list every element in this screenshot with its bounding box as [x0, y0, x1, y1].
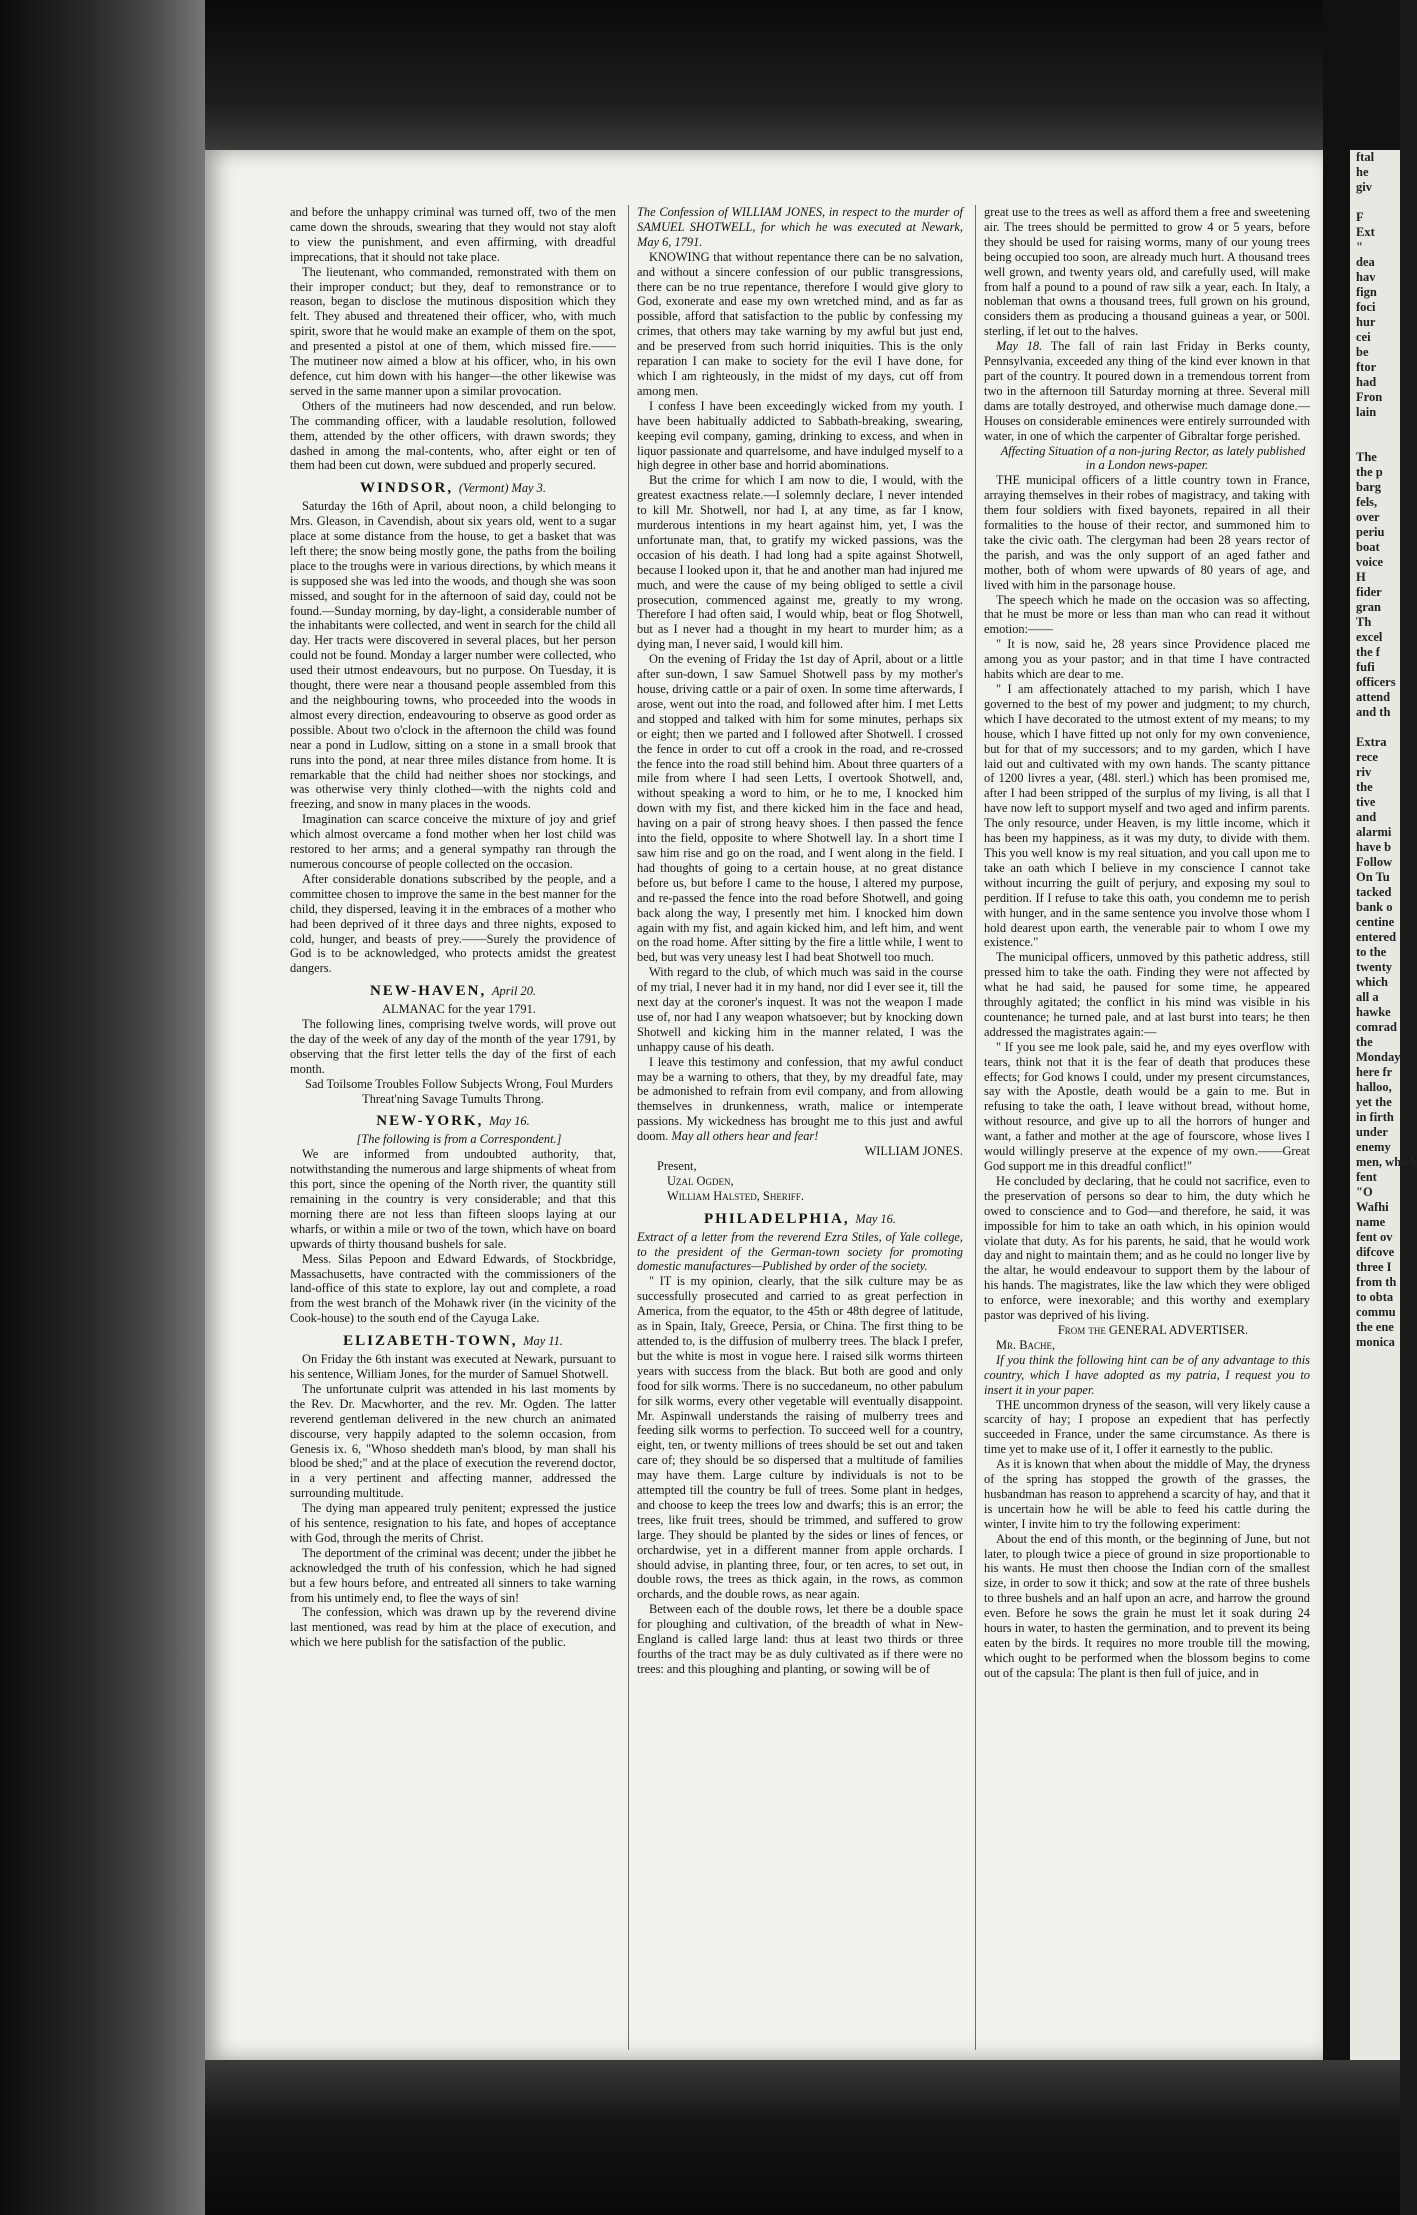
- paragraph: Imagination can scarce conceive the mixture of joy and grief which almost overcame a fond mother when her lost child was restored to her arms; and a general sympathy ran through the numerous concourse of people collected on the occasion.: [290, 812, 616, 871]
- paragraph: As it is known that when about the middle of May, the dryness of the spring has stopped the growth of the grasses, the husbandman has reason to apprehend a scarcity of hay, and that it is uncertain how he will be able to feed his cattle during the winter, I invite him to try the following experiment:: [984, 1457, 1310, 1531]
- heading-windsor: WINDSOR, (Vermont) May 3.: [360, 480, 546, 497]
- witness-2: William Halsted, Sheriff.: [667, 1188, 804, 1203]
- paragraph: The dying man appeared truly penitent; expressed the justice of his sentence, resignation to his fate, and hopes of acceptance with God, through the merits of Christ.: [290, 1501, 616, 1545]
- next-page-edge: [1350, 150, 1417, 2060]
- paragraph: The municipal officers, unmoved by this pathetic address, still pressed him to take the oath. Finding they were not affected by what he had said, he paused for some time, he appeared throughly agitated; the conflict in his mind was visible in his countenance; he turned pale, and at last burst into tears; he then addressed the magistrates again:—: [984, 950, 1310, 1039]
- paragraph: KNOWING that without repentance there can be no salvation, and without a sincere confession of our public transgressions, there can be no true repentance, therefore I would give glory to God, exonerate and ease my own wretched mind, and as far as possible, afford that satisfaction to the public by confessing my crimes, that others may take warning by my awful but just end, and be preserved from such horrid iniquities. This is the only reparation I can make to society for the evil I have done, for which I am righteously, in the midst of my days, cut off from among men.: [637, 249, 963, 398]
- paragraph: THE uncommon dryness of the season, will very likely cause a scarcity of hay; I propose an expedient that has perfectly succeeded in France, under the same circumstance. As there is time yet to make use of it, I offer it earnestly to the public.: [984, 1397, 1310, 1457]
- paragraph: May 18. The fall of rain last Friday in Berks county, Pennsylvania, exceeded any thing of the kind ever known in that part of the country. It poured down in a tremendous torrent from two in the afternoon till Saturday morning at three. Several mill dams are totally destroyed, and otherwise much damage done.—Houses on considerable eminences were entirely surrounded with water, in one of which the carpenter of Gibraltar forge perished.: [984, 339, 1310, 443]
- paragraph: " It is now, said he, 28 years since Providence placed me among you as your pastor; and in that time I have contracted habits which are dear to me.: [984, 637, 1310, 682]
- paragraph: On the evening of Friday the 1st day of April, about or a little after sun-down, I saw Samuel Shotwell pass by my mother's house, driving cattle or a pair of oxen. In some time afterwards, I arose, went out into the road, and followed after him. I met Letts and stopped and talked with him for some minutes, perhaps six or eight; then we parted and I followed after Shotwell. I crossed the fence in order to cut off a crook in the road, and re-crossed the fence into the road still behind him. About three quarters of a mile from where I had seen Letts, I overtook Shotwell, and, without speaking a word to him, or he to me, I knocked him down with my fist, and there kicked him in the face and head, having on a pair of strong heavy shoes. I then passed the fence into the field, opposite to where Shotwell lay. In a short time I saw him rise and go on the road, and I went along in the field. I had thoughts of going to a certain house, at no great distance before us, but before I came to the house, I altered my purpose, and re-passed the fence into the road before Shotwell, and going back along the way, I presently met him. I knocked him down again with my fist, and again kicked him, and left him, and went on the road home. After sitting by the fire a little while, I went to bed, but was very uneasy lest I had beat Shotwell too much.: [637, 652, 963, 965]
- paragraph: and before the unhappy criminal was turned off, two of the men came down the shrouds, swearing that they would not stay aloft to view the punishment, and even affirming, with dreadful imprecations, that it should not take place.: [290, 205, 616, 264]
- paragraph: The confession, which was drawn up by the reverend divine last mentioned, was read by him at the place of execution, and which we here publish for the satisfaction of the public.: [290, 1605, 616, 1650]
- page-bottom-shadow: [205, 2060, 1400, 2215]
- paragraph: " IT is my opinion, clearly, that the silk culture may be as successfully prosecuted and carried to as great perfection in America, from the equator, to the 45th or 48th degree of latitude, as in Spain, Italy, Greece, Persia, or China. The first thing to be attended to, is the diffusion of mulberry trees. The black I prefer, but the white is most in vogue here. I raised silk worms thirteen years with success from the black. But both are good and only food for silk worms. There is no succedaneum, no other pabulum for silk worms, every other vegetable will eventually disappoint. Mr. Aspinwall understands the raising of mulberry trees and feeding silk worms to perfection. To succeed well for a country, eight, ten, or twenty millions of trees should be set out and taken care of; they should be so dispersed that a multitude of families may have them. Large culture by individuals is not to be attempted till the country be full of trees. Some plant in hedges, and choose to keep the trees low and dwarfs; this is an error; the trees, like fruit trees, should be trimmed, and suffered to grow large. They should be planted by the sides or lines of fences, or orchardwise, yet in a different manner from apple orchards. I should advise, in planting three, four, or ten acres, to set out, in double rows, the trees as thick again, in the rows, as common orchards, and the double rows, as near again.: [637, 1274, 963, 1602]
- next-page-text: ftal he giv F Ext " dea hav fign foci hur cei be ftor had Fron lain The the p barg fels, over periu boat voice H fider gran Th excel the f fufi officers attend and th Extra rece riv the tive and alarmi have b Follow On Tu tacked bank o centine entered to the twenty which all a hawke comrad the Monday here fr halloo, yet the in firth under enemy men, which fent "O Wafhi name fent ov difcove three I from th to obta commu the ene monica: [1356, 150, 1417, 1349]
- affecting-heading: Affecting Situation of a non-juring Rector, as lately published in a London news-paper.: [1000, 443, 1306, 473]
- paragraph: Others of the mutineers had now descended, and run below. The commanding officer, with a laudable resolution, followed them, attended by the other officers, with drawn swords; they dashed in among the mal-contents, who, after eight or ten of them had been cut down, were subdued and properly secured.: [290, 398, 616, 473]
- paragraph: About the end of this month, or the beginning of June, but not later, to plough twice a piece of ground in size proportionable to his wants. He must then choose the Indian corn of the smallest size, in order to sow it thick; and sow at the rate of three bushels to three bushels and an half upon an acre, and harrow the ground even. Before he sows the grain he must let it soak during 24 hours in water, to hasten the germination, and to prevent its being eaten by the birds. It requires no more trouble till the mowing, which ought to be performed when the blossom begins to come out of the capsula: The plant is then full of juice, and in: [984, 1531, 1310, 1680]
- column-3: [975, 205, 1310, 2050]
- column-1: [290, 205, 616, 2050]
- paragraph: The lieutenant, who commanded, remonstrated with them on their improper conduct; but they, deaf to remonstrance or to reason, began to disclose the mutinous disposition which they felt. They abused and threatened their officer, who, with much spirit, swore that he would make an example of them on the spot, and presented a pistol at one of them, which missed fire.—— The mutineer now aimed a blow at his officer, who, in his own defence, cut him down with his hanger—the other likewise was served in the same manner upon a similar provocation.: [290, 264, 616, 398]
- paragraph: After considerable donations subscribed by the people, and a committee chosen to improve the same in the best manner for the child, they dispersed, leaving it in the embraces of a mother who had been deprived of it three days and three nights, exposed to cold, hunger, and beasts of prey.——Surely the providence of God is to be acknowledged, who protects amidst the greatest dangers.: [290, 871, 616, 976]
- paragraph: " I am affectionately attached to my parish, which I have governed to the best of my power and judgment; to my church, which I have decorated to the utmost extent of my means; to my house, which I have fitted up not only for my own convenience, but for that of my successors; and to my garden, which I have laid out and cultivated with my own hands. The scanty pittance of 1200 livres a year, (48l. sterl.) which has been promised me, after I had been stripped of the surplus of my living, is all that I have now left to support myself and two aged and infirm parents. The only resource, under Heaven, is my little income, which it has been my happiness, as it was my duty, to divide with them. This you well know is my real situation, and you call upon me to take an oath which I believe in my conscience I cannot take without incurring the guilt of perjury, and exposing my soul to perdition. If I refuse to take this oath, you condemn me to perish with hunger, and in the same sentence you involve those whom I hold dearest upon earth, the venerable pair to whom I owe my existence.": [984, 682, 1310, 950]
- witness-1: Uzal Ogden,: [667, 1173, 734, 1188]
- page-top-shadow: [205, 0, 1323, 150]
- paragraph: Between each of the double rows, let there be a double space for ploughing and cultivation, of the breadth of what in New-England is called large land: thus at least two thirds or three fourths of the tract may be as duly cultivated as if there were no trees: and this ploughing and planting, or sowing will be of: [637, 1602, 963, 1676]
- from-general-advertiser: From the GENERAL ADVERTISER.: [1057, 1322, 1249, 1337]
- paragraph: We are informed from undoubted authority, that, notwithstanding the numerous and large shipments of wheat from this port, since the opening of the North river, the quantity still remaining in the country is very considerable; and that this morning there are not less than fifteen sloops laying at our wharfs, or within a mile or two of the town, which have on board upwards of thirty thousand bushels for sale.: [290, 1147, 616, 1251]
- paragraph: " If you see me look pale, said he, and my eyes overflow with tears, think not that it is the fear of death that produces these effects; for God knows I could, under my present circumstances, say with the Apostle, death would be a gain to me. But in refusing to take the oath, I leave without bread, without home, without resource, and give up to all the horrors of hunger and want, a father and mother at the age of fourscore, whose lives I would willingly preserve at the expence of my own.——Great God support me in this dreadful conflict!": [984, 1039, 1310, 1173]
- confession-title: The Confession of WILLIAM JONES, in respect to the murder of SAMUEL SHOTWELL, for which he was executed at Newark, May 6, 1791.: [637, 205, 963, 249]
- paragraph: But the crime for which I am now to die, I would, with the greatest exactness relate.—I solemnly declare, I never intended to kill Mr. Shotwell, nor had I, at any time, as far I know, murderous intentions in my heart against him, yet, I was the unfortunate man, that, to gratify my wicked passions, was the occasion of his death. I had long had a spite against Shotwell, because I looked upon it, that he and another man had injured me much, and were the cause of my being obliged to settle a civil prosecution, commenced against me, greatly to my wrong. Therefore I had often said, I would whip, beat or flog Shotwell, but as I never had a thought in my heart to murder him; as a dying man, I never said, I would kill him.: [637, 473, 963, 652]
- heading-philadelphia: PHILADELPHIA, May 16.: [704, 1210, 896, 1227]
- paragraph: He concluded by declaring, that he could not sacrifice, even to the preservation of persons so dear to him, the duty which he owed to conscience and to God—and therefore, he said, it was impossible for him to take an oath which, in his opinion would violate that duty. As for his parents, he said, that he would work day and night to maintain them; and as he could no longer live by the altar, he would endeavour to support them by the labour of his hands. The magistrates, like the law which they were obliged to enforce, were inexorable; and this worthy and exemplary pastor was deprived of his living.: [984, 1173, 1310, 1323]
- paragraph: The speech which he made on the occasion was so affecting, that he must be more or less than man who can read it without emotion:——: [984, 592, 1310, 637]
- column-2: [628, 205, 963, 2050]
- heading-new-york: NEW-YORK, May 16.: [376, 1113, 530, 1130]
- mnemonic-lines: Sad Toilsome Troubles Follow Subjects Wrong, Foul Murders Threat'ning Savage Tumults Throng.: [305, 1076, 613, 1106]
- paragraph: I confess I have been exceedingly wicked from my youth. I have been habitually addicted to Sabbath-breaking, swearing, keeping evil company, gaming, drinking to excess, and when in liquor passionate and quarrelsome, and have indulged myself to a high degree in other base and horrid abominations.: [637, 398, 963, 473]
- heading-elizabeth-town: ELIZABETH-TOWN, May 11.: [343, 1333, 563, 1350]
- paragraph: On Friday the 6th instant was executed at Newark, pursuant to his sentence, William Jones, for the murder of Samuel Shotwell.: [290, 1352, 616, 1381]
- witness-present: Present,: [657, 1159, 697, 1173]
- paragraph: great use to the trees as well as afford them a free and sweetening air. The trees should be permitted to grow 4 or 5 years, before they should be used for raising worms, many of our young trees being occupied too soon, are already much hurt. A thousand trees well grown, and twenty years old, and carefully used, will make from half a pound to a pound of raw silk a year, each. In Italy, a nobleman that owns a thousand trees, full grown on his ground, considers them as producing a thousand guineas a year, or 500l. sterling, if let out to the halves.: [984, 205, 1310, 339]
- paragraph: The deportment of the criminal was decent; under the jibbet he acknowledged the truth of his confession, which he had signed but a few hours before, and entreated all sinners to take warning from his untimely end, to flee the ways of sin!: [290, 1545, 616, 1605]
- paragraph: With regard to the club, of which much was said in the course of my trial, I never had it in my hand, nor did I ever see it, till the next day at the coroner's inquest. It was not the weapon I made use of, nor had I any weapon whatsoever; but by knocking down Shotwell and kicking him in the manner related, I was the unhappy cause of his death.: [637, 965, 963, 1054]
- correspondent-note: [The following is from a Correspondent.]: [356, 1132, 562, 1147]
- paragraph: The following lines, comprising twelve words, will prove out the day of the week of any day of the month of the year 1791, by observing that the first letter tells the day of the first of each month.: [290, 1017, 616, 1076]
- paragraph: Mess. Silas Pepoon and Edward Edwards, of Stockbridge, Massachusetts, have contracted with the commissioners of the land-office of this state to explore, lay out and complete, a road from the west branch of the Mohawk river (in the vicinity of the Cook-house) to the south end of the Cayuga Lake.: [290, 1251, 616, 1326]
- salutation: Mr. Bache,: [996, 1337, 1056, 1352]
- signature: WILLIAM JONES.: [864, 1144, 963, 1159]
- heading-new-haven: NEW-HAVEN, April 20.: [369, 983, 537, 1000]
- extract-note: Extract of a letter from the reverend Ezra Stiles, of Yale college, to the president of the German-town society for promoting domestic manufactures—Published by order of the society.: [637, 1229, 963, 1274]
- paragraph: Saturday the 16th of April, about noon, a child belonging to Mrs. Gleason, in Cavendish, about six years old, went to a sugar place at some distance from the house, to get a basket that was left there; the snow being mostly gone, the paths from the boiling place to the troughs were in various directions, by which means it is supposed she was led into the woods, and though she was soon missed, and sought for in the afternoon of said day, could not be found.—Sunday morning, by day-light, a considerable number of the inhabitants were collected, and went in search for the child all day. Her tracts were discovered in several places, but her person could not be found. Monday a larger number were collected, who used their utmost endeavours, but no purpose. On Tuesday, it is thought, there were near a thousand people assembled from this and the neighbouring towns, who proceeded into the woods in almost every direction, endeavouring to observe as good order as possible. About two o'clock in the afternoon the child was found near a pond in Ludlow, sitting on a stone in a small brook that runs into the pond, at near three miles distance from home. It is remarkable that the child had neither shoes nor stockings, and was otherwise very thinly clothed—with the nights cold and freezing, and snow in many places in the woods.: [290, 499, 616, 812]
- paragraph: The unfortunate culprit was attended in his last moments by the Rev. Dr. Macwhorter, and the rev. Mr. Ogden. The latter reverend gentleman delivered in the new church an animated discourse, very happily adapted to the solemn occasion, from Genesis ix. 6, "Whoso sheddeth man's blood, by man shall his blood be shed;" and at the place of execution the reverend doctor, in a very pertinent and affecting manner, addressed the surrounding multitude.: [290, 1381, 616, 1501]
- book-gutter-left: [0, 0, 205, 2215]
- paragraph: I leave this testimony and confession, that my awful conduct may be a warning to others, that they, by my dreadful fate, may be admonished to refrain from evil company, and from allowing themselves in drunkenness, wrath, malice or intemperate passions. My wickedness has brought me to this just and awful doom. May all others hear and fear!: [637, 1054, 963, 1144]
- newspaper-page: [205, 150, 1323, 2060]
- almanac-title: ALMANAC for the year 1791.: [382, 1002, 536, 1017]
- paragraph: THE municipal officers of a little country town in France, arraying themselves in their robes of magistracy, and taking with them four soldiers with fixed bayonets, repaired in all their formalities to the house of their rector, and summoned him to take the civic oath. The clergyman had been 28 years rector of the parish, and was the only support of an aged father and mother, both of whom were upwards of 80 years of age, and lived with him in the parsonage house.: [984, 473, 1310, 592]
- columns: [290, 205, 1310, 2050]
- hint-note: If you think the following hint can be of any advantage to this country, which I have adopted as my patria, I request you to insert it in your paper.: [984, 1352, 1310, 1397]
